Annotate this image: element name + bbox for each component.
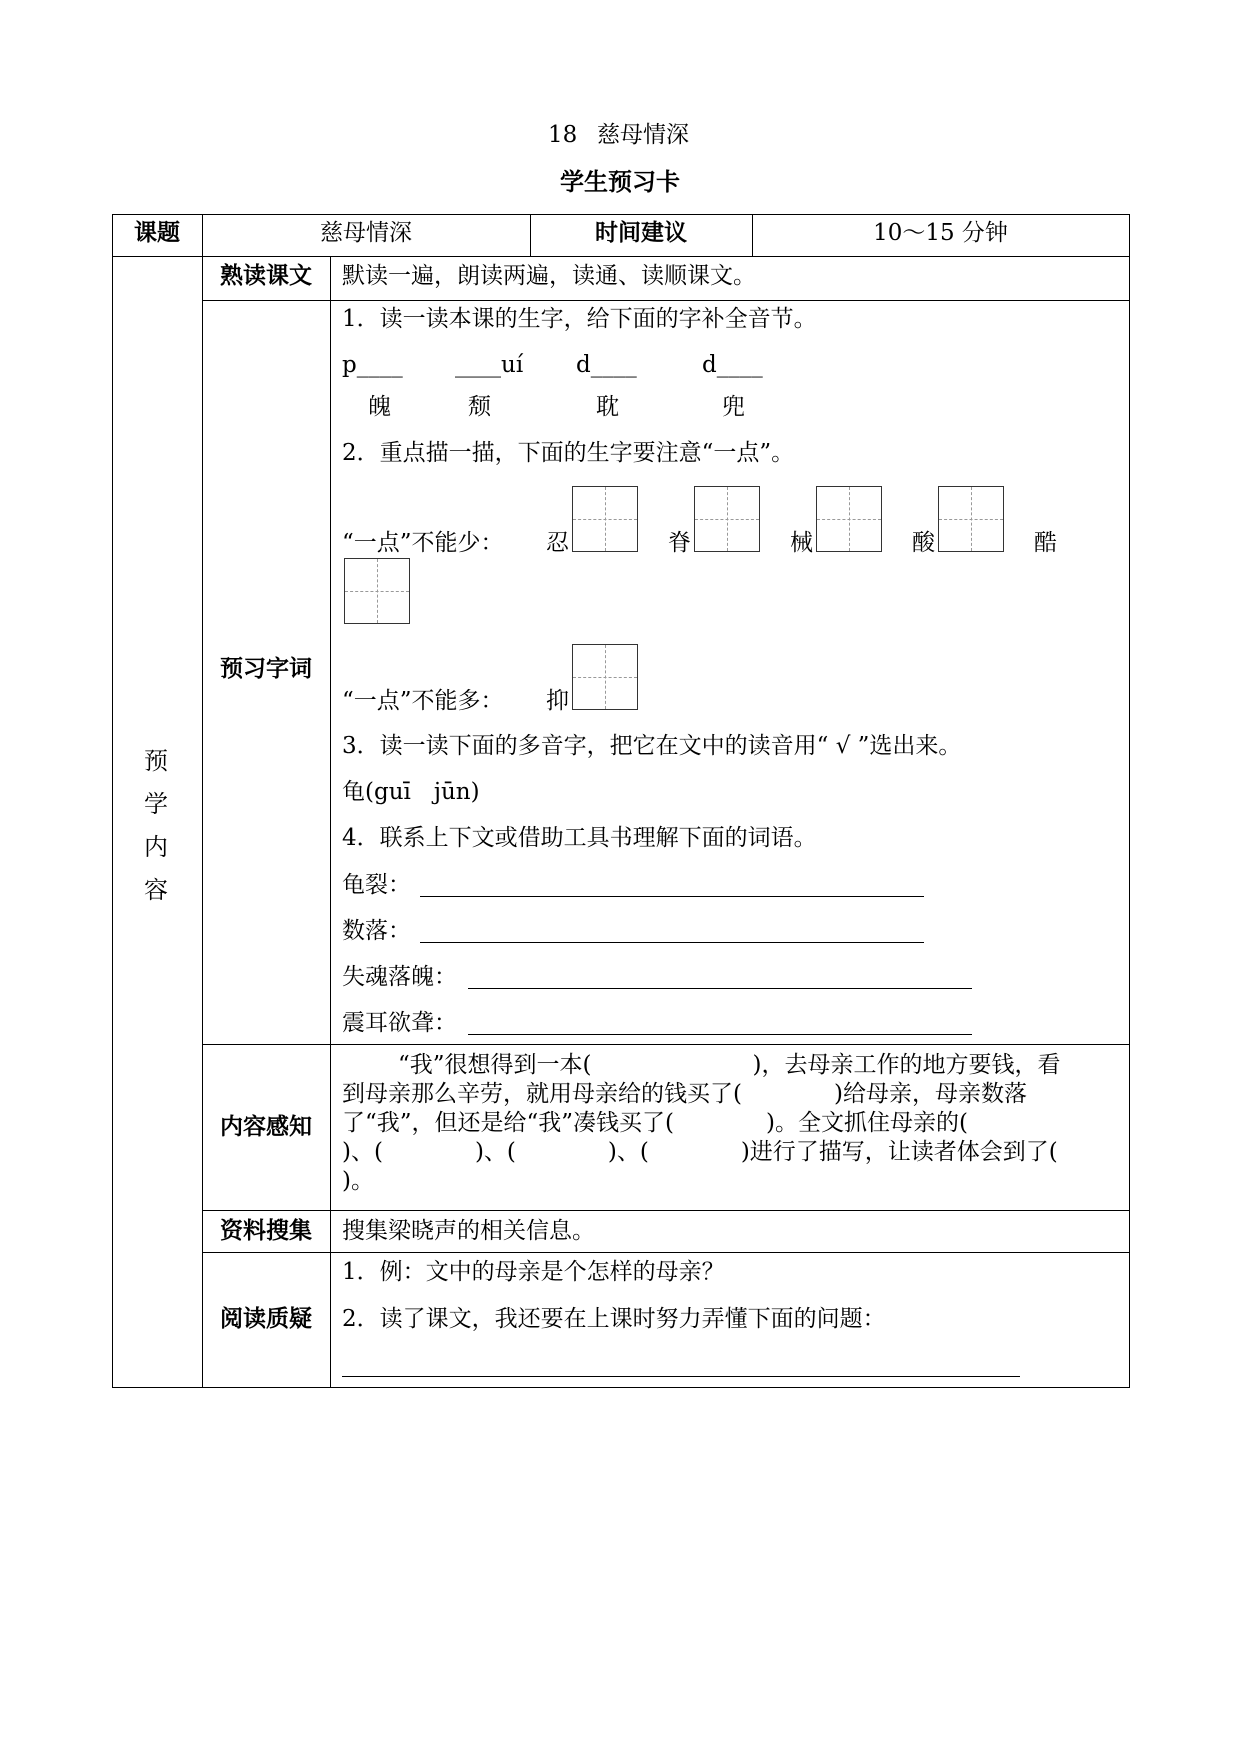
table-line xyxy=(112,214,1129,215)
table-line xyxy=(202,1044,1129,1045)
pinyin-blank[interactable]: p____ xyxy=(342,352,403,378)
questions-q2: 2．读了课文，我还要在上课时努力弄懂下面的问题： xyxy=(342,1306,886,1332)
section-label-char: 学 xyxy=(144,790,168,818)
content-line: )。 xyxy=(342,1168,374,1194)
pinyin-blank[interactable]: ____uí xyxy=(455,352,524,378)
pinyin-blank[interactable]: d____ xyxy=(576,352,637,378)
tracing-grid[interactable] xyxy=(344,558,410,624)
no-less-char: 械 xyxy=(790,530,813,556)
preview-q3: 3．读一读下面的多音字，把它在文中的读音用“ √ ”选出来。 xyxy=(342,733,962,759)
pinyin-blank[interactable]: d____ xyxy=(702,352,763,378)
lesson-number: 18 xyxy=(548,122,578,148)
char-item: 魄 xyxy=(368,394,391,420)
content-line xyxy=(342,1051,1130,1080)
polyphone[interactable]: 龟(guī jūn) xyxy=(342,779,480,805)
answer-line[interactable] xyxy=(420,896,924,897)
no-more-label: “一点”不能多： xyxy=(342,688,504,714)
preview-q1: 1．读一读本课的生字，给下面的字补全音节。 xyxy=(342,306,817,332)
content-line: )、( )、( )、( )进行了描写，让读者体会到了( xyxy=(342,1139,1058,1165)
preview-q2: 2．重点描一描，下面的生字要注意“一点”。 xyxy=(342,440,795,466)
no-less-char: 脊 xyxy=(668,530,691,556)
no-less-char: 忍 xyxy=(546,530,569,556)
table-line xyxy=(330,256,331,1388)
reading-label: 熟读课文 xyxy=(220,263,312,289)
tracing-grid[interactable] xyxy=(694,486,760,552)
answer-line[interactable] xyxy=(342,1376,1020,1377)
preview-label: 预习字词 xyxy=(220,656,312,682)
time-label: 时间建议 xyxy=(595,220,687,246)
word-label: 龟裂： xyxy=(342,872,411,898)
char-item: 耽 xyxy=(596,394,619,420)
tracing-grid[interactable] xyxy=(938,486,1004,552)
card-title: 学生预习卡 xyxy=(560,168,680,196)
table-line xyxy=(202,300,1129,301)
table-line xyxy=(112,1387,1129,1388)
section-label-char: 容 xyxy=(144,876,168,904)
topic-label: 课题 xyxy=(134,220,180,246)
materials-text: 搜集梁晓声的相关信息。 xyxy=(342,1218,595,1244)
section-label-char: 内 xyxy=(144,833,168,861)
content-line: 了“我”，但还是给“我”凑钱买了( )。全文抓住母亲的( xyxy=(342,1110,968,1136)
table-line xyxy=(1129,214,1130,1388)
answer-line[interactable] xyxy=(468,1034,972,1035)
table-line xyxy=(202,1252,1129,1253)
word-label: 震耳欲聋： xyxy=(342,1010,457,1036)
section-label-char: 预 xyxy=(144,747,168,775)
no-less-label: “一点”不能少： xyxy=(342,530,504,556)
answer-line[interactable] xyxy=(468,988,972,989)
char-item: 颓 xyxy=(468,394,491,420)
preview-q4: 4．联系上下文或借助工具书理解下面的词语。 xyxy=(342,825,817,851)
content-label: 内容感知 xyxy=(220,1114,312,1140)
no-more-char: 抑 xyxy=(546,688,569,714)
word-label: 数落： xyxy=(342,918,411,944)
table-line xyxy=(202,1210,1129,1211)
no-less-char: 酸 xyxy=(912,530,935,556)
time-value: 10～15 分钟 xyxy=(873,220,1008,246)
answer-line[interactable] xyxy=(420,942,924,943)
materials-label: 资料搜集 xyxy=(220,1218,312,1244)
content-text: “我”很想得到一本( )，去母亲工作的地方要钱，看 xyxy=(398,1052,1061,1078)
content-line: 到母亲那么辛劳，就用母亲给的钱买了( )给母亲，母亲数落 xyxy=(342,1081,1027,1107)
table-line xyxy=(112,256,1129,257)
lesson-title: 慈母情深 xyxy=(597,122,689,148)
tracing-grid[interactable] xyxy=(816,486,882,552)
no-less-char: 酷 xyxy=(1034,530,1057,556)
topic-value: 慈母情深 xyxy=(320,220,412,246)
section-label xyxy=(110,740,202,912)
tracing-grid[interactable] xyxy=(572,486,638,552)
questions-q1: 1．例：文中的母亲是个怎样的母亲？ xyxy=(342,1259,725,1285)
content-paragraph xyxy=(342,1051,1130,1196)
reading-text: 默读一遍，朗读两遍，读通、读顺课文。 xyxy=(342,263,756,289)
char-item: 兜 xyxy=(722,394,745,420)
tracing-grid[interactable] xyxy=(572,644,638,710)
questions-label: 阅读质疑 xyxy=(220,1306,312,1332)
word-label: 失魂落魄： xyxy=(342,964,457,990)
table-line xyxy=(202,214,203,1388)
